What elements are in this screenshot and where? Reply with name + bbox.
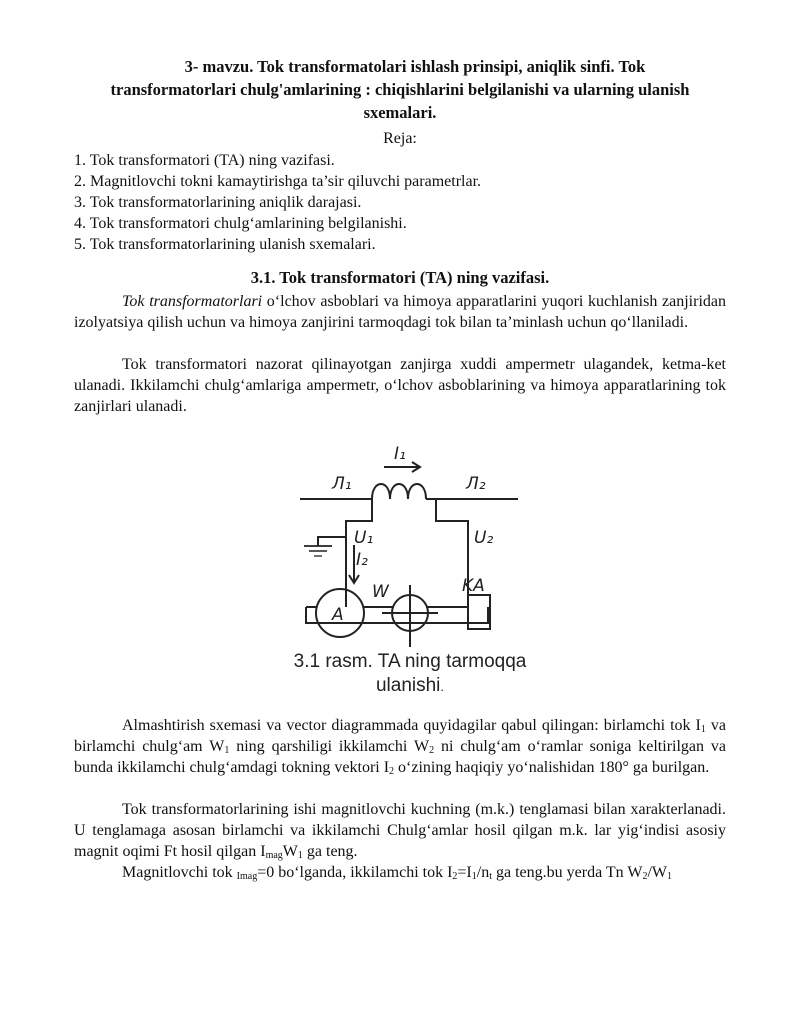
- paragraph-3: Almashtirish sxemasi va vector diagrammada quyidagilar qabul qilingan: birlamchi tok $I_1$ va birlamchi chulg‘am $W_1$ ning qarshiligi ikkilamchi $W_2$ ni chulg‘am o‘ramlar soniga keltirilgan va bunda ikkilamchi chulg‘amdagi tokning vektori $I_2$ o‘zining haqiqiy yo‘nalishidan 180° ga burilgan.: [74, 717, 727, 777]
- figure-caption: 3.1 rasm. TA ning tarmoqqa ulanishi.: [293, 651, 527, 696]
- ammeter-label: A: [332, 605, 344, 625]
- label-i2: I₂: [356, 550, 368, 570]
- label-l1: Л₁: [332, 474, 352, 494]
- label-u2: U₂: [474, 528, 494, 548]
- plan-item: 5. Tok transformatorlarining ulanish sxemalari.: [74, 236, 376, 253]
- section-title: 3.1. Tok transformatori (TA) ning vazifasi.: [250, 268, 550, 287]
- label-ka: KA: [462, 576, 485, 596]
- plan-heading: Reja:: [383, 130, 417, 147]
- paragraph-2: Tok transformatori nazorat qilinayotgan zanjirga xuddi ampermetr ulagandek, ketma-ket ulanadi. Ikkilamchi chulg‘amlariga ampermetr, o‘lchov asboblarining va himoya apparatlarining tok zanjirlari ulanadi.: [74, 356, 726, 415]
- paragraph-1: Tok transformatorlari o‘lchov asboblari va himoya apparatlarini yuqori kuchlanish zanjiridan izolyatsiya qilish uchun va himoya zanjirini tarmoqdagi tok bilan ta’minlash uchun qo‘llaniladi.: [74, 293, 726, 331]
- title-line-3: sxemalari.: [363, 103, 437, 122]
- plan-item: 2. Magnitlovchi tokni kamaytirishga ta’sir qiluvchi parametrlar.: [74, 173, 482, 190]
- label-u1: U₁: [354, 528, 374, 548]
- label-i1: I₁: [394, 444, 406, 464]
- paragraph-4: Tok transformatorlarining ishi magnitlovchi kuchning (m.k.) tenglamasi bilan xarakterlanadi. U tenglamaga asosan birlamchi va ikkilamchi Chulg‘amlar hosil qilgan m.k. lar yig‘indisi asosiy magnit oqimi Ft hosil qilgan $I_{mag}W_1$ ga teng.: [74, 801, 726, 861]
- plan-item: 3. Tok transformatorlarining aniqlik darajasi.: [74, 194, 362, 211]
- plan-item: 4. Tok transformatori chulg‘amlarining belgilanishi.: [74, 215, 407, 232]
- title-line-1: 3- mavzu. Tok transformatolari ishlash prinsipi, aniqlik sinfi. Tok: [184, 57, 646, 76]
- plan-list: [74, 150, 481, 255]
- label-w: W: [372, 582, 389, 602]
- page-title: [70, 55, 730, 124]
- italic-term: Tok transformatorlari: [122, 293, 263, 310]
- plan-item: 1. Tok transformatori (TA) ning vazifasi.: [74, 152, 335, 169]
- label-l2: Л₂: [466, 474, 486, 494]
- circuit-diagram: [290, 425, 530, 655]
- paragraph-5: Magnitlovchi tok $_{Imag}$=0 bo‘lganda, ikkilamchi tok $I_2=I_1/n_t$ ga teng.bu yerda Tn $W_2/W_1$: [122, 864, 673, 882]
- title-line-2: transformatorlari chulg'amlarining : chiqishlarini belgilanishi va ularning ulanish: [110, 80, 690, 99]
